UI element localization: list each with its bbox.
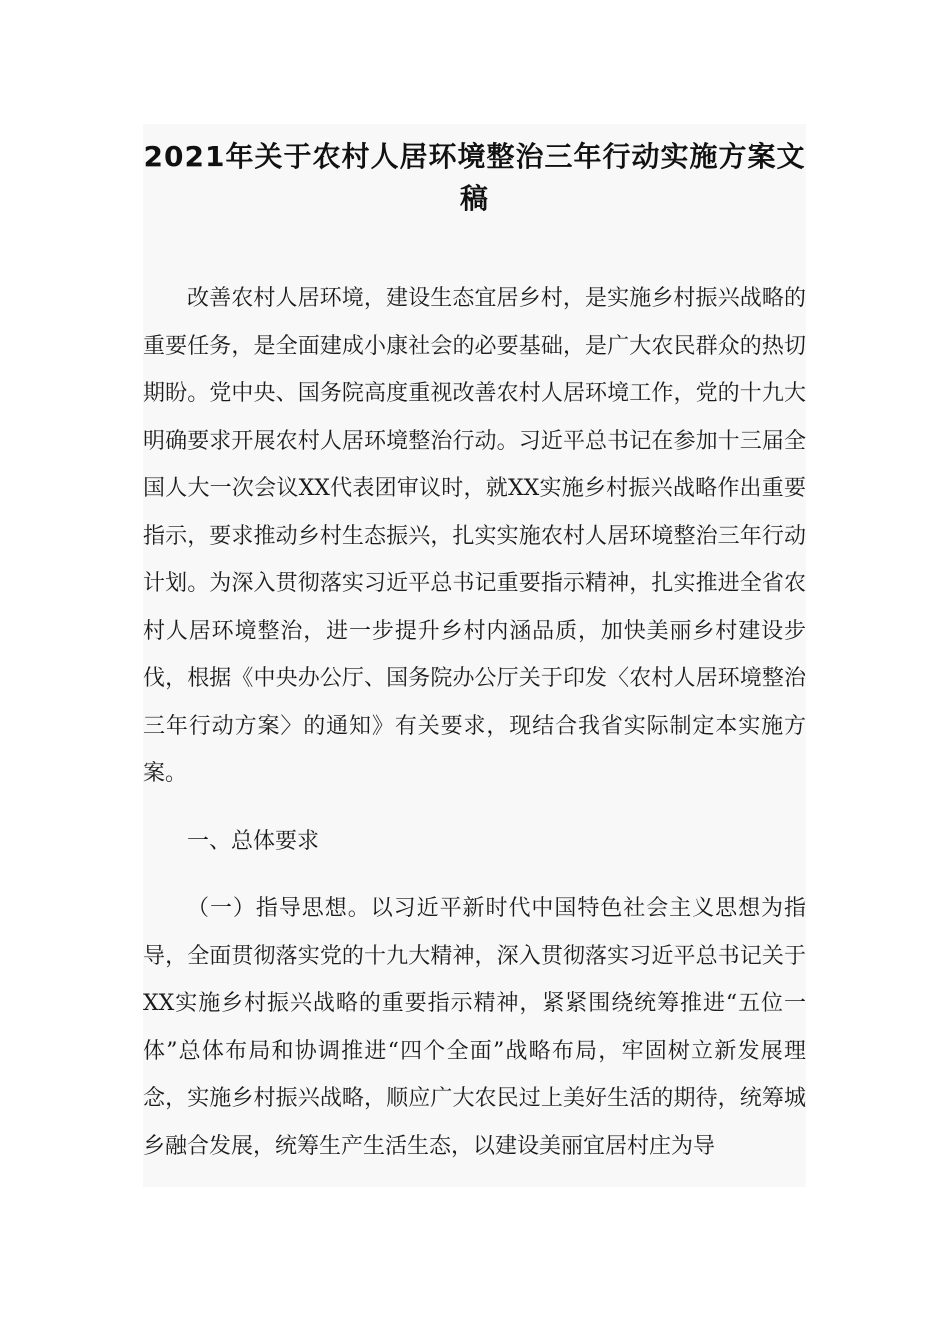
section-heading: 一、总体要求 [187, 828, 320, 854]
document-page [143, 124, 806, 1187]
guiding-thought-paragraph: （一）指导思想。以习近平新时代中国特色社会主义思想为指导，全面贯彻落实党的十九大精神，深入贯彻落实习近平总书记关于XX实施乡村振兴战略的重要指示精神，紧紧围绕统筹推进“五位一体”总体布局和协调推进“四个全面”战略布局，牢固树立新发展理念，实施乡村振兴战略，顺应广大农民过上美好生活的期待，统筹城乡融合发展，统筹生产生活生态，以建设美丽宜居村庄为导 [143, 896, 806, 1159]
document-body [143, 275, 806, 1170]
intro-paragraph: 改善农村人居环境，建设生态宜居乡村，是实施乡村振兴战略的重要任务，是全面建成小康社会的必要基础，是广大农民群众的热切期盼。党中央、国务院高度重视改善农村人居环境工作，党的十九大明确要求开展农村人居环境整治行动。习近平总书记在参加十三届全国人大一次会议XX代表团审议时，就XX实施乡村振兴战略作出重要指示，要求推动乡村生态振兴，扎实实施农村人居环境整治三年行动计划。为深入贯彻落实习近平总书记重要指示精神，扎实推进全省农村人居环境整治，进一步提升乡村内涵品质，加快美丽乡村建设步伐，根据《中央办公厅、国务院办公厅关于印发〈农村人居环境整治三年行动方案〉的通知》有关要求，现结合我省实际制定本实施方案。 [143, 286, 806, 786]
document-title: 2021年关于农村人居环境整治三年行动实施方案文稿 [143, 140, 806, 215]
